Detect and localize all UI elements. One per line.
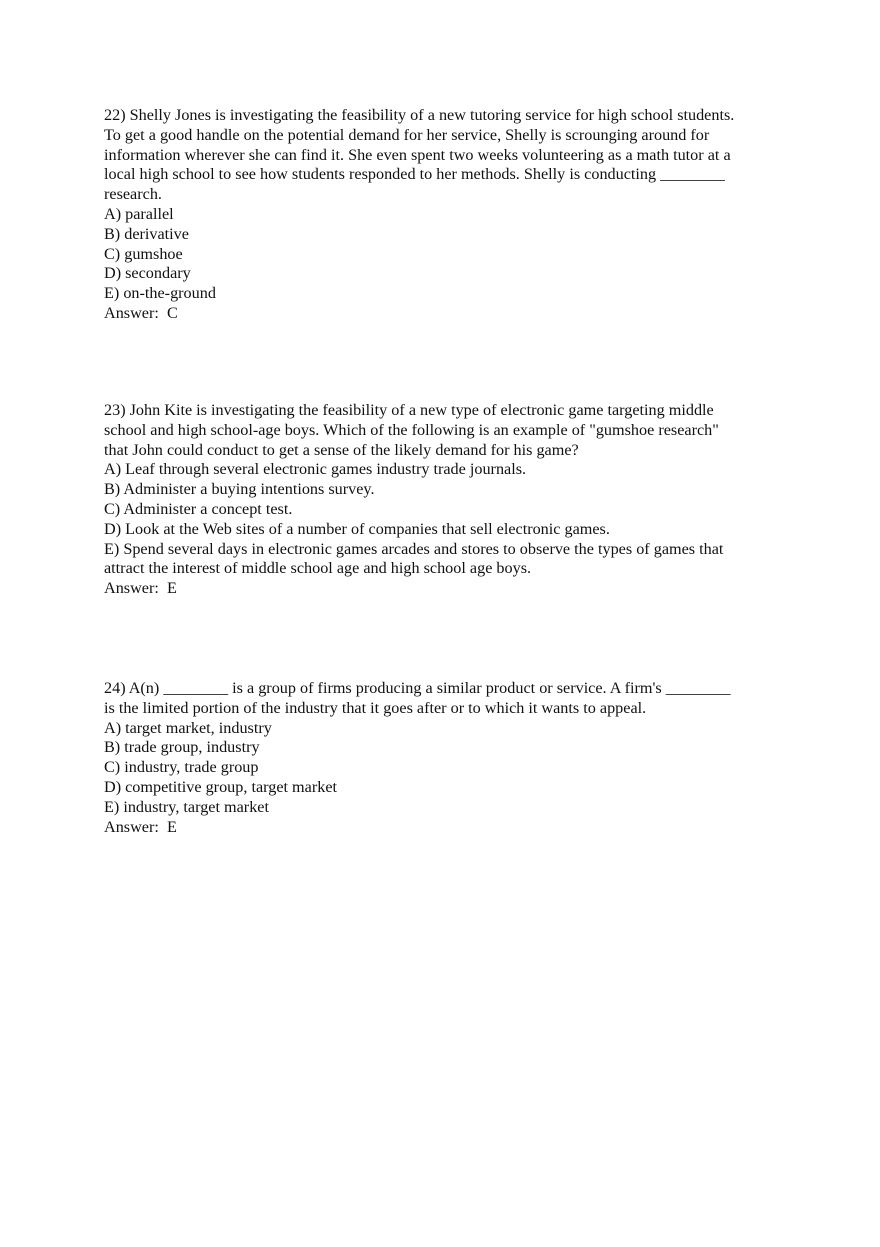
option-d: D) secondary	[104, 264, 191, 283]
option-c: C) industry, trade group	[104, 758, 259, 777]
options-list	[104, 460, 784, 579]
option-e: E) industry, target market	[104, 797, 269, 816]
answer-line: Answer: E	[104, 817, 177, 836]
option-e: E) Spend several days in electronic games arcades and stores to observe the types of games that attract the interest of middle school age and high school age boys.	[104, 539, 724, 578]
answer-line: Answer: C	[104, 303, 178, 322]
option-d: D) competitive group, target market	[104, 777, 337, 796]
option-a: A) target market, industry	[104, 718, 272, 737]
option-c: C) Administer a concept test.	[104, 499, 293, 518]
answer-line: Answer: E	[104, 579, 177, 598]
option-b: B) trade group, industry	[104, 738, 260, 757]
option-e: E) on-the-ground	[104, 284, 216, 303]
options-list	[104, 719, 784, 818]
option-a: A) parallel	[104, 204, 174, 223]
options-list	[104, 205, 784, 304]
option-d: D) Look at the Web sites of a number of companies that sell electronic games.	[104, 519, 610, 538]
question-22	[104, 106, 784, 324]
option-b: B) derivative	[104, 224, 189, 243]
option-b: B) Administer a buying intentions survey.	[104, 480, 375, 499]
question-23	[104, 401, 784, 599]
question-stem: 23) John Kite is investigating the feasibility of a new type of electronic game targeting middle school and high school-age boys. Which of the following is an example of "gumshoe research" that John could conduct to get a sense of the likely demand for his game?	[104, 401, 719, 459]
question-stem: 22) Shelly Jones is investigating the feasibility of a new tutoring service for high school students. To get a good handle on the potential demand for her service, Shelly is scrounging around for information wherever she can find it. She even spent two weeks volunteering as a math tutor at a local high school to see how students responded to her methods. Shelly is conducting ________ research.	[104, 106, 735, 204]
question-stem: 24) A(n) ________ is a group of firms producing a similar product or service. A firm's ________ is the limited portion of the industry that it goes after or to which it wants to appeal.	[104, 679, 731, 717]
option-a: A) Leaf through several electronic games industry trade journals.	[104, 460, 527, 479]
question-24	[104, 679, 784, 837]
option-c: C) gumshoe	[104, 244, 183, 263]
